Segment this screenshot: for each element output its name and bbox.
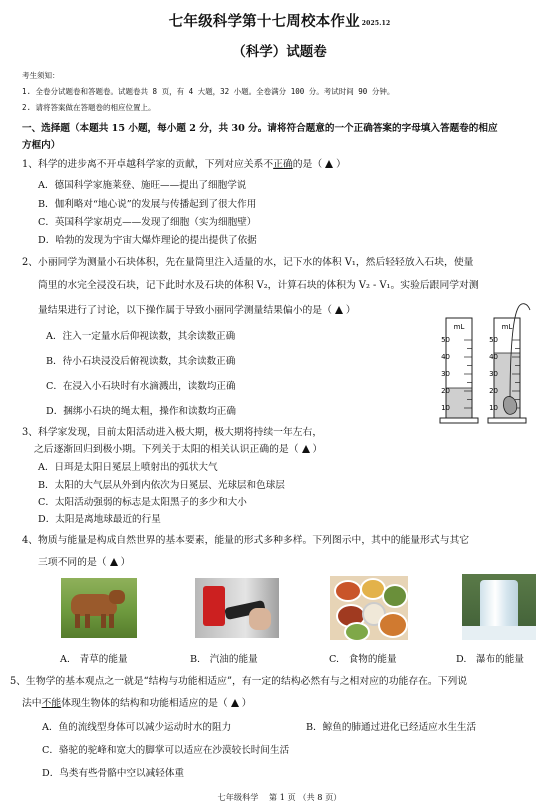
- q5-option-d: D．鸟类有些骨骼中空以减轻体重: [42, 768, 185, 779]
- footer-subject: 七年级科学: [217, 792, 259, 802]
- triangle-icon: [231, 699, 239, 707]
- q3-option-c: C．太阳活动强弱的标志是太阳黑子的多少和大小: [38, 497, 247, 508]
- page-subtitle: （科学）试题卷: [232, 44, 327, 60]
- footer-page: 第 1 页 （共 8 页）: [268, 792, 342, 802]
- triangle-icon: [110, 558, 118, 566]
- q4-option-c: C. 食物的能量: [329, 654, 397, 665]
- section-heading-line1: 一、选择题（本题共 15 小题，每小题 2 分，共 30 分。请将符合题意的一个正确答案的字母填入答题卷的相应: [22, 123, 498, 134]
- q1-option-c: C．英国科学家胡克——发现了细胞（实为细胞壁）: [38, 217, 257, 228]
- q5-line2: [22, 695, 252, 709]
- q2-option-c: C．在浸入小石块时有水滴溅出，读数均正确: [46, 381, 236, 392]
- q1-stem: [22, 156, 346, 170]
- q3-option-d: D．太阳是离地球最近的行星: [38, 514, 161, 525]
- q2-line1: 2、小丽同学为测量小石块体积，先在量筒里注入适量的水，记下水的体积 V₁，然后轻轻放入石块，使量: [22, 257, 474, 268]
- page-footer: [0, 792, 559, 803]
- cylinder-right-tick-20: 20: [489, 387, 498, 395]
- gasoline-pump-image: [195, 578, 279, 638]
- q5-line1: 5、生物学的基本观点之一就是“结构与功能相适应”，有一定的结构必然有与之相对应的功能存在。下列说: [10, 676, 468, 687]
- q3-line1: 3、科学家发现，目前太阳活动进入极大期，极大期将持续一年左右，: [22, 427, 323, 438]
- cylinder-right-unit: mL: [501, 323, 513, 331]
- waterfall-image: [462, 574, 536, 640]
- q1-stem-underlined: 正确: [273, 159, 293, 170]
- cylinder-left: [440, 318, 478, 423]
- q1-stem-close: ）: [336, 159, 346, 170]
- notes-heading: 考生须知：: [22, 71, 60, 80]
- title-date: 2025.12: [361, 20, 391, 27]
- cylinder-left-unit: mL: [453, 323, 465, 331]
- notes-item-1: 1. 全卷分试题卷和答题卷。试题卷共 8 页，有 4 大题，32 小题。全卷满分 100 分。考试时间 90 分钟。: [22, 87, 395, 96]
- q1-stem-text: 1、科学的进步离不开卓越科学家的贡献，下列对应关系不: [22, 159, 274, 170]
- q2-line3-close: ）: [345, 305, 356, 316]
- q5-option-b: B．鲸鱼的肺通过进化已经适应水生生活: [306, 722, 477, 733]
- q5-line2-close: ）: [241, 698, 252, 709]
- q1-option-a: A．德国科学家施莱登、施旺——提出了细胞学说: [38, 180, 247, 191]
- cylinder-right-tick-30: 30: [489, 370, 498, 378]
- cow-grass-image: [61, 578, 137, 638]
- page-title: [0, 10, 559, 31]
- q5-line2-text-2: 体现生物体的结构和功能相适应的是（: [61, 698, 228, 709]
- triangle-icon: [335, 306, 343, 314]
- q4-option-b: B. 汽油的能量: [190, 654, 258, 665]
- q2-line2: 筒里的水完全浸没石块，记下此时水及石块的体积 V₂，计算石块的体积为 V₂ - V₁。实验后跟同学对测: [38, 280, 479, 291]
- q4-option-a: A. 青草的能量: [60, 654, 128, 665]
- triangle-icon: [302, 445, 310, 453]
- section-heading-line2: 方框内）: [22, 140, 61, 151]
- cylinder-left-tick-20: 20: [441, 387, 450, 395]
- cylinder-left-tick-10: 10: [441, 404, 450, 412]
- q2-line3: [38, 302, 356, 316]
- q4-line1: 4、物质与能量是构成自然世界的基本要素，能量的形式多种多样。下列图示中，其中的能量形式与其它: [22, 535, 470, 546]
- triangle-icon: [325, 160, 333, 168]
- q3-line2-text: 之后逐渐回归到极小期。下列关于太阳的相关认识正确的是（: [34, 444, 299, 455]
- q3-line2-close: ）: [312, 444, 323, 455]
- measuring-cylinders-figure: [424, 300, 544, 430]
- q5-option-a: A．鱼的流线型身体可以减少运动时水的阻力: [42, 722, 232, 733]
- q4-line2-close: ）: [120, 557, 131, 568]
- q1-stem-text-2: 的是（: [292, 159, 323, 170]
- cylinder-right-tick-40: 40: [489, 353, 498, 361]
- q5-line2-text: 法中: [22, 698, 42, 709]
- q3-line2: [34, 441, 322, 455]
- q5-line2-underlined: 不能: [41, 698, 62, 709]
- title-text: 七年级科学第十七周校本作业: [168, 13, 360, 30]
- q5-option-c: C．骆驼的驼峰和宽大的脚掌可以适应在沙漠较长时间生活: [42, 745, 290, 756]
- q2-option-b: B．待小石块浸没后俯视读数，其余读数正确: [46, 356, 236, 367]
- cylinder-left-tick-40: 40: [441, 353, 450, 361]
- food-dishes-image: [330, 576, 408, 640]
- q4-option-d: D. 瀑布的能量: [456, 654, 524, 665]
- q1-option-d: D．哈勃的发现为宇宙大爆炸理论的提出提供了依据: [38, 235, 257, 246]
- q4-line2-text: 三项不同的是（: [38, 557, 107, 568]
- q4-line2: [38, 554, 130, 568]
- q3-option-a: A．日珥是太阳日冕层上喷射出的弧状大气: [38, 462, 218, 473]
- q2-line3-text: 量结果进行了讨论，以下操作属于导致小丽同学测量结果偏小的是（: [38, 305, 332, 316]
- cylinder-right-tick-50: 50: [489, 336, 498, 344]
- q2-option-d: D．捆绑小石块的绳太粗，操作和读数均正确: [46, 406, 236, 417]
- cylinder-right-tick-10: 10: [489, 404, 498, 412]
- q1-option-b: B．伽利略对“地心说”的发展与传播起到了很大作用: [38, 199, 257, 210]
- cylinder-left-tick-50: 50: [441, 336, 450, 344]
- cylinder-right: [488, 304, 530, 423]
- q3-option-b: B．太阳的大气层从外到内依次为日冕层、光球层和色球层: [38, 480, 285, 491]
- notes-item-2: 2. 请将答案做在答题卷的相应位置上。: [22, 103, 156, 112]
- q2-option-a: A．注入一定量水后仰视读数，其余读数正确: [46, 331, 236, 342]
- cylinder-left-tick-30: 30: [441, 370, 450, 378]
